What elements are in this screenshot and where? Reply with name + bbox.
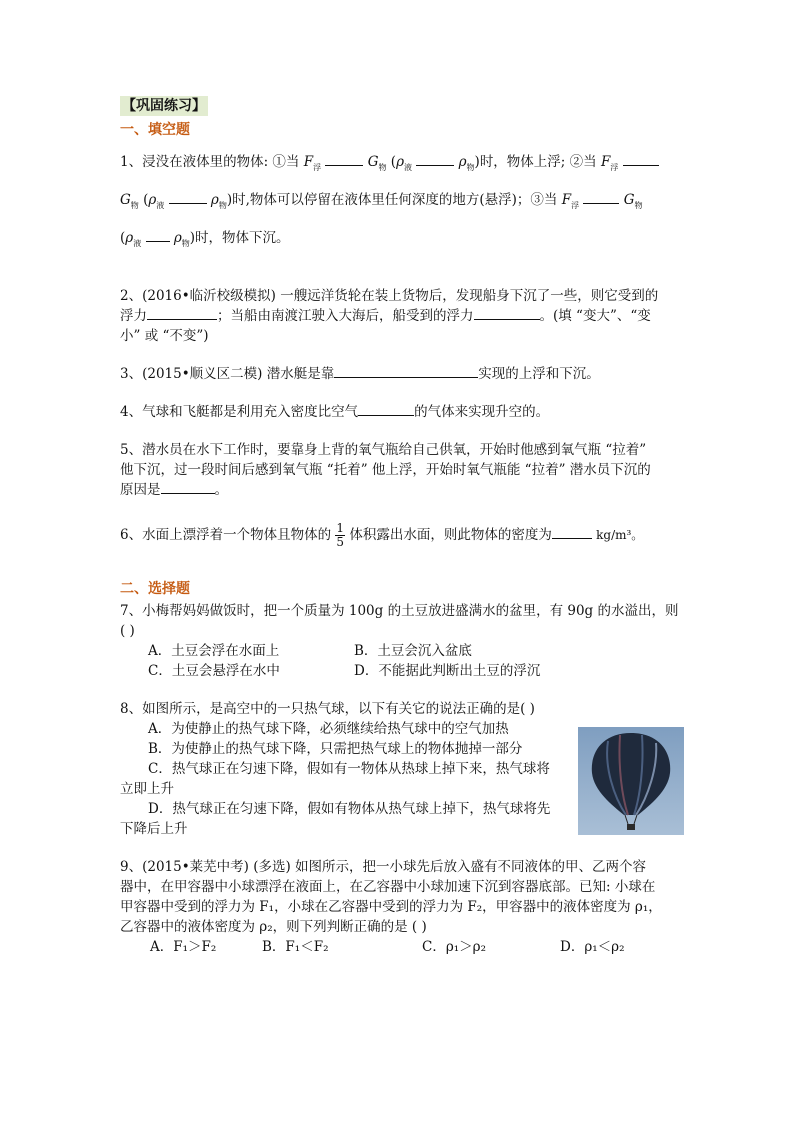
blank-5[interactable] [161,481,215,494]
q7-option-d[interactable]: D．不能据此判断出土豆的浮沉 [354,663,541,679]
q7-option-c[interactable]: C．土豆会悬浮在水中 [148,663,280,679]
question-3: 3、(2015•顺义区二模) 潜水艇是靠 实现的上浮和下沉。 [120,366,600,382]
blank-1b[interactable] [416,153,454,166]
q8-option-a[interactable]: A．为使静止的热气球下降，必须继续给热气球中的空气加热 [148,721,509,737]
blank-1a[interactable] [325,153,363,166]
q9-option-c[interactable]: C．ρ₁＞ρ₂ [422,939,487,955]
question-2: 2、(2016•临沂校级模拟) 一艘远洋货轮在装上货物后，发现船身下沉了一些，则它受到的 浮力 ；当船由南渡江驶入大海后，船受到的浮力 。(填 “变大”、“变 小” 或 “不变”) [120,288,659,344]
question-9: 9、(2015•莱芜中考) (多选) 如图所示，把一小球先后放入盛有不同液体的甲、乙两个容 器中，在甲容器中小球漂浮在液面上，在乙容器中小球加速下沉到容器底部。已知: 小球在 甲容器中受到的浮力为 F₁，小球在乙容器中受到的浮力为 F₂，甲容器中的液体密度为 ρ₁， 乙容器中的液体密度为 ρ₂，则下列判断正确的是 ( ) A．F₁＞F₂ B．F₁＜F₂ C．ρ₁＞ρ₂ D．ρ₁＜ρ₂ [120,859,662,955]
fraction-one-fifth: $\frac{1}{5}$ [336,521,345,549]
q8-option-d[interactable]: D．热气球正在匀速下降，假如有物体从热气球上掉下，热气球将先 [148,801,551,817]
question-7: 7、小梅帮妈妈做饭时，把一个质量为 100g 的土豆放进盛满水的盆里，有 90g 的水溢出，则 ( ) A．土豆会浮在水面上 B．土豆会沉入盆底 C．土豆会悬浮在水中 D．不能据此判断出土豆的浮沉 [120,603,679,679]
worksheet [120,96,680,975]
blank-1c[interactable] [623,153,659,166]
blank-4[interactable] [358,403,414,416]
blank-3[interactable] [334,365,478,378]
q8-option-b[interactable]: B．为使静止的热气球下降，只需把热气球上的物体抛掉一部分 [148,741,523,757]
blank-2a[interactable] [147,307,217,320]
blank-6[interactable] [552,526,592,539]
q8-option-c[interactable]: C．热气球正在匀速下降，假如有一物体从热球上掉下来，热气球将 [148,761,550,777]
question-4: 4、气球和飞艇都是利用充入密度比空气 的气体来实现升空的。 [120,404,550,420]
q7-option-a[interactable]: A．土豆会浮在水面上 [148,643,280,659]
section-multiple-choice: 二、选择题 [120,581,190,597]
section-fill-in: 一、填空题 [120,122,190,138]
question-6: 6、水面上漂浮着一个物体且物体的 $\frac{1}{5}$ 体积露出水面，则此物体的密度为 kg/m³。 [120,521,644,549]
blank-2b[interactable] [474,307,540,320]
q9-option-d[interactable]: D．ρ₁＜ρ₂ [560,939,625,955]
hot-air-balloon-image [578,727,684,835]
question-8: 8、如图所示，是高空中的一只热气球，以下有关它的说法正确的是( ) A．为使静止的热气球下降，必须继续给热气球中的空气加热 B．为使静止的热气球下降，只需把热气球上的物体抛掉一部分 C．热气球正在匀速下降，假如有一物体从热球上掉下来，热气球将 立即上升 D．热气球正在匀速下降，假如有物体从热气球上掉下，热气球将先 下降后上升 [120,699,680,839]
q7-option-b[interactable]: B．土豆会沉入盆底 [354,643,472,659]
question-5: 5、潜水员在水下工作时，要靠身上背的氧气瓶给自己供氧，开始时他感到氧气瓶 “拉着” 他下沉，过一段时间后感到氧气瓶 “托着” 他上浮，开始时氧气瓶能 “拉着” 潜水员下沉的 原因是 。 [120,442,651,498]
blank-1e[interactable] [583,191,619,204]
q9-option-b[interactable]: B．F₁＜F₂ [262,939,329,955]
blank-1f[interactable] [146,229,170,242]
blank-1d[interactable] [169,191,207,204]
q9-option-a[interactable]: A．F₁＞F₂ [150,939,217,955]
question-1: 1、浸没在液体里的物体: ①当 $F_浮$ $G_物$ ($\rho_液$ $\rho_物$)时，物体上浮; ②当 $F_浮$ $G_物$ ($\rho_液$ $\rho_物$)时,物体可以停留在液体里任何深度的地方(悬浮)；③当 $F_浮$ $G_物$ ($\rho_液$ $\rho_物$)时，物体下沉。 [120,146,680,260]
exercise-header: 【巩固练习】 [122,98,206,114]
